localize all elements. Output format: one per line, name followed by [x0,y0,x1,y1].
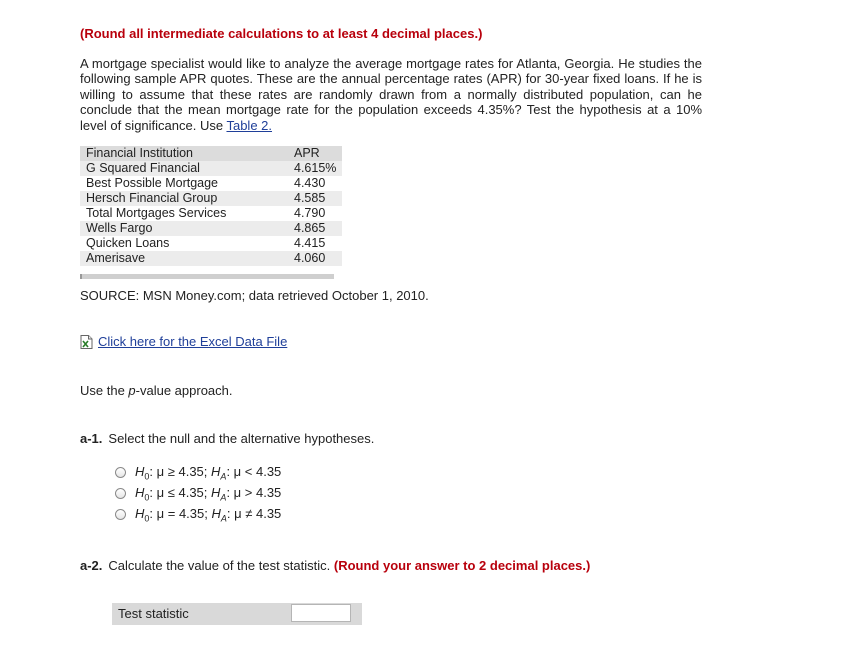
question-a2-number: a-2. [80,558,103,573]
column-header-apr: APR [276,146,342,161]
approach-instruction [80,383,233,398]
institution-cell: Best Possible Mortgage [86,176,219,190]
question-a1-text: Select the null and the alternative hypotheses. [108,431,375,446]
approach-italic: p [128,383,136,398]
apr-cell: 4.865 [276,221,342,236]
apr-cell: 4.615% [276,161,342,176]
problem-text: A mortgage specialist would like to analyze the average mortgage rates for Atlanta, Georgia. He studies the following sample APR quotes. These are the annual percentage rates (APR) for 30-year fixed loans. If he is willing to assume that these rates are randomly drawn from a normally distributed population, can he conclude that the mean mortgage rate for the population exceeds 4.35%? Test the hypothesis at a 10% level of significance. Use [80,56,702,133]
hypothesis-option-3[interactable] [115,506,281,524]
institution-cell: Total Mortgages Services [86,206,227,220]
question-a1-number: a-1. [80,431,103,446]
table-row [80,206,342,221]
table-row [80,236,342,251]
test-statistic-row [112,603,362,625]
table-row [80,221,342,236]
apr-data-table [80,146,342,266]
excel-file-icon[interactable] [80,335,93,349]
rounding-instruction: (Round all intermediate calculations to at least 4 decimal places.) [80,26,483,41]
apr-cell: 4.585 [276,191,342,206]
question-a2-text: Calculate the value of the test statistic. [108,558,331,573]
table-row [80,191,342,206]
hypothesis-option-1[interactable] [115,464,281,482]
table-bottom-rule [80,274,334,279]
hypothesis-label: $H_0$: μ ≥ 4.35; $H_A$: μ < 4.35 [135,464,282,482]
alt-hypothesis: μ > 4.35 [233,485,282,500]
institution-cell: Quicken Loans [86,236,170,250]
radio-button[interactable] [115,467,126,478]
approach-suffix: -value approach. [135,383,233,398]
institution-cell: Amerisave [80,251,276,266]
alt-hypothesis: μ < 4.35 [233,464,282,479]
question-a2 [80,558,590,573]
test-statistic-input[interactable] [291,604,351,622]
apr-cell: 4.790 [294,206,326,220]
apr-cell: 4.430 [294,176,326,190]
apr-cell: 4.415 [294,236,326,250]
table-header-row [80,146,342,161]
radio-button[interactable] [115,509,126,520]
alt-hypothesis: μ ≠ 4.35 [234,506,282,521]
radio-button[interactable] [115,488,126,499]
institution-cell: G Squared Financial [80,161,276,176]
null-hypothesis: μ = 4.35; [156,506,208,521]
institution-cell: Wells Fargo [80,221,276,236]
approach-prefix: Use the [80,383,129,398]
apr-cell: 4.060 [276,251,342,266]
null-hypothesis: μ ≤ 4.35; [156,485,208,500]
test-statistic-label: Test statistic [118,606,189,621]
table-row [80,176,342,191]
excel-link-row[interactable] [80,334,287,349]
hypothesis-option-2[interactable] [115,485,281,503]
column-header-institution: Financial Institution [80,146,276,161]
hypothesis-label: $H_0$: μ ≤ 4.35; $H_A$: μ > 4.35 [135,485,282,503]
null-hypothesis: μ ≥ 4.35; [156,464,208,479]
excel-data-file-link[interactable]: Click here for the Excel Data File [98,334,288,349]
table-2-link[interactable]: Table 2. [226,117,273,133]
source-note: SOURCE: MSN Money.com; data retrieved October 1, 2010. [80,288,429,303]
table-row [80,161,342,176]
hypothesis-label: $H_0$: μ = 4.35; $H_A$: μ ≠ 4.35 [135,506,282,524]
table-row [80,251,342,266]
question-a1 [80,431,374,446]
institution-cell: Hersch Financial Group [80,191,276,206]
question-a2-round-note: (Round your answer to 2 decimal places.) [333,558,591,573]
problem-statement [80,56,702,133]
